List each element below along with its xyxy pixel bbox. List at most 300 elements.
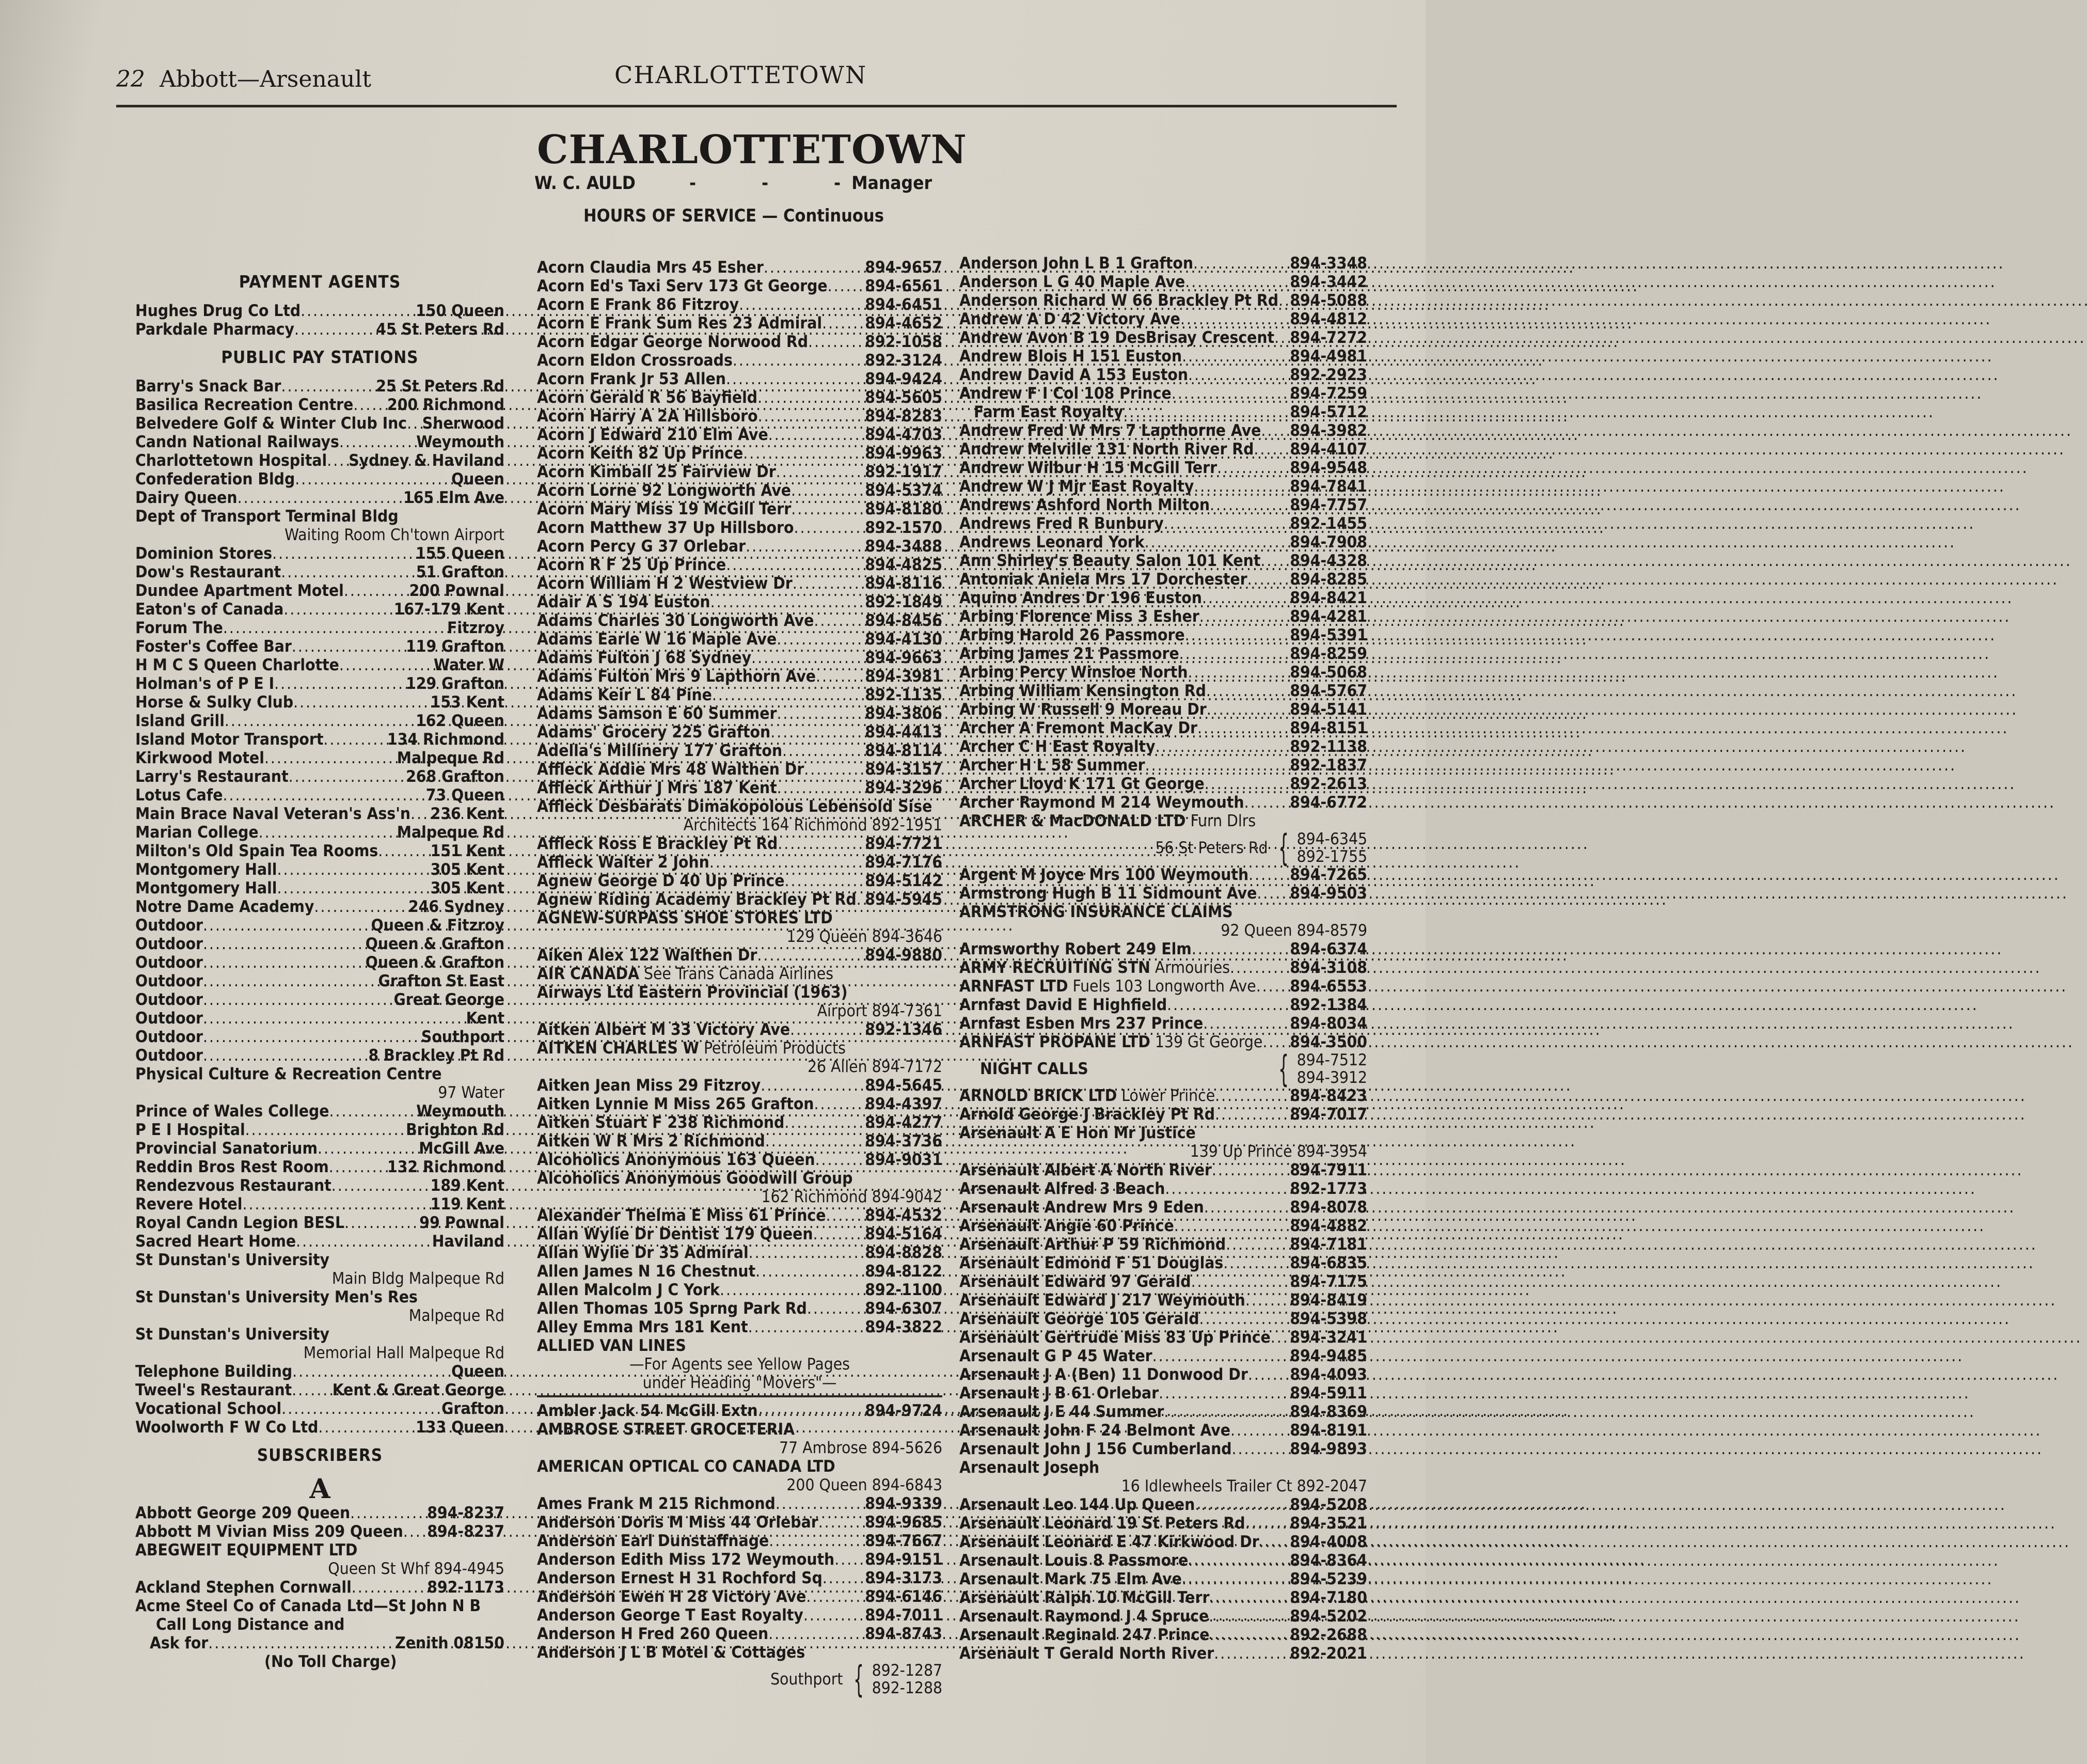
listing-name-text: Ackland Stephen Cornwall	[135, 1578, 352, 1597]
listing-name-text: Parkdale Pharmacy	[135, 320, 295, 339]
listing-line	[537, 1039, 942, 1058]
listing-value: 892-1849	[865, 593, 942, 611]
listing-name	[959, 719, 1197, 737]
listing-name-text: Notre Dame Academy	[135, 897, 314, 916]
listing-name-text: Anderson Doris M Miss 44 Orlebar	[537, 1513, 818, 1532]
listing-value: 246 Sydney	[408, 897, 504, 916]
listing-name-text: Arsenault Louis 8 Passmore	[959, 1551, 1189, 1570]
listing-name	[135, 823, 259, 842]
leader-dots	[225, 712, 416, 730]
leader-dots	[857, 890, 865, 909]
listing-value: 894-8151	[1290, 719, 1367, 737]
listing-name-text: Aitken W R Mrs 2 Richmond	[537, 1132, 765, 1151]
listing-name-text: Outdoor	[135, 1046, 203, 1065]
listing-name	[135, 1522, 403, 1541]
listing-name-text: Acorn J Edward 210 Elm Ave	[537, 426, 768, 444]
listing-name	[959, 682, 1206, 700]
listing-name	[537, 426, 768, 444]
listing-name	[537, 1625, 768, 1643]
listing-name-text: Forum The	[135, 619, 223, 637]
listing-name-text: P E I Hospital	[135, 1121, 245, 1139]
listing-value: 894-3157	[865, 760, 942, 779]
listing-value: 151 Kent	[430, 842, 504, 860]
listing-name	[135, 1381, 292, 1399]
listing-name	[135, 1504, 350, 1522]
listing-value: 8 Brackley Pt Rd	[368, 1046, 504, 1065]
listing-name-text: Aiken Alex 122 Walthen Dr	[537, 946, 757, 965]
leader-dots	[1195, 1495, 1290, 1514]
listing-name	[537, 277, 828, 295]
leader-dots	[1185, 273, 1290, 291]
listing-entry	[135, 563, 504, 581]
leader-dots	[292, 1362, 451, 1381]
listing-value: 236 Kent	[430, 805, 504, 823]
listing-value: Sherwood	[422, 414, 504, 433]
listing-name-text: Arsenault George 105 Gerald	[959, 1310, 1199, 1328]
listing-entry	[537, 481, 942, 500]
listing-entry	[959, 1328, 1367, 1347]
listing-value: 894-3981	[865, 667, 942, 686]
listing-entry	[537, 537, 942, 556]
listing-name	[959, 1570, 1182, 1588]
listing-line: —For Agents see Yellow Pages	[629, 1355, 850, 1374]
listing-value: 894-5391	[1290, 626, 1367, 644]
listing-name-text: Tweel's Restaurant	[135, 1381, 292, 1399]
listing-value: 894-3982	[1290, 421, 1367, 440]
listing-name	[135, 749, 264, 767]
listing-name	[135, 1158, 329, 1176]
listing-name	[959, 1161, 1212, 1179]
phone-pair	[872, 1662, 942, 1697]
listing-entry	[135, 1214, 504, 1232]
listing-entry	[537, 834, 942, 853]
listing-value: 73 Queen	[425, 786, 504, 805]
listing-entry	[135, 1195, 504, 1214]
listing-entry	[959, 682, 1367, 700]
listing-value: Queen & Fitzroy	[371, 916, 504, 935]
leader-dots	[1203, 1014, 1290, 1033]
listing-name	[537, 333, 808, 351]
listing-value: 200 Richmond	[387, 396, 504, 414]
listing-name	[959, 700, 1207, 719]
leader-dots	[777, 630, 865, 649]
listing-name-text: Prince of Wales College	[135, 1102, 329, 1121]
listing-name	[135, 1046, 203, 1065]
listing-entry	[135, 433, 504, 451]
listing-value: 894-8743	[865, 1625, 942, 1643]
listing-value: 894-4812	[1290, 310, 1367, 328]
listing-name	[537, 779, 777, 797]
listing-name	[537, 723, 770, 742]
listing-value: 894-5068	[1290, 663, 1367, 682]
listing-value: 153 Kent	[430, 693, 504, 712]
listing-entry	[537, 333, 942, 351]
listing-name	[537, 1532, 769, 1550]
listing-entry	[537, 1587, 942, 1606]
listing-name	[959, 865, 1248, 884]
leader-dots	[1188, 366, 1290, 384]
listing-line: Memorial Hall Malpeque Rd	[303, 1344, 504, 1362]
listing-entry	[959, 884, 1367, 903]
listing-entry	[959, 1217, 1367, 1235]
listing-name-text: ARNOLD BRICK LTD	[959, 1086, 1117, 1105]
listing-name-text: Arbing Florence Miss 3 Esher	[959, 607, 1199, 626]
listing-name-text: Andrew Wilbur H 15 McGill Terr	[959, 459, 1218, 477]
listing-value: Kent	[466, 1009, 504, 1028]
listing-value: 894-4008	[1290, 1533, 1367, 1551]
leader-dots	[223, 786, 425, 805]
listing-name	[959, 1198, 1204, 1217]
leader-dots	[301, 302, 416, 320]
leader-dots	[331, 1176, 431, 1195]
listing-name	[135, 377, 281, 396]
listing-name-text: Acorn Keith 82 Up Prince	[537, 444, 744, 463]
listing-bold: AIR CANADA	[537, 965, 639, 983]
listing-value: 894-3442	[1290, 273, 1367, 291]
listing-entry	[959, 1014, 1367, 1033]
listing-value: 894-3806	[865, 704, 942, 723]
listing-name	[135, 581, 344, 600]
listing-name	[135, 396, 353, 414]
listing-line: Waiting Room Ch'town Airport	[284, 526, 504, 544]
listing-name-text: Arsenault Andrew Mrs 9 Eden	[959, 1198, 1204, 1217]
listing-value: Great George	[393, 990, 504, 1009]
listing-entry	[959, 756, 1367, 775]
listing-entry	[537, 370, 942, 388]
listing-line: AMBROSE STREET GROCETERIA	[537, 1420, 795, 1439]
listing-value: 894-8285	[1290, 570, 1367, 589]
listing-line: ARMSTRONG INSURANCE CLAIMS	[959, 903, 1233, 921]
listing-name	[959, 421, 1261, 440]
listing-value: 894-5088	[1290, 291, 1367, 310]
listing-name	[959, 793, 1244, 812]
listing-entry	[135, 712, 504, 730]
listing-line: Affleck Desbarats Dimakopolous Lebensold Sise	[537, 797, 932, 816]
listing-name-text: Island Grill	[135, 712, 225, 730]
listing-value: 894-5645	[865, 1076, 942, 1095]
listing-line: Physical Culture & Recreation Centre	[135, 1065, 442, 1083]
listing-entry	[959, 1440, 1367, 1458]
listing-entry	[135, 600, 504, 619]
listing-name	[959, 1179, 1165, 1198]
listing-name-text: Andrew Melville 131 North River Rd	[959, 440, 1254, 459]
listing-entry	[135, 1102, 504, 1121]
listing-name	[135, 1009, 203, 1028]
listing-name	[537, 890, 857, 909]
listing-value: 894-7181	[1290, 1235, 1367, 1254]
listing-name-text: Arsenault Arthur P 59 Richmond	[959, 1235, 1226, 1254]
listing-entry	[959, 865, 1367, 884]
listing-name	[135, 1195, 243, 1214]
leader-dots	[274, 674, 406, 693]
listing-entry	[135, 1176, 504, 1195]
listing-entry	[135, 860, 504, 879]
night-calls-numbers	[959, 1048, 1367, 1090]
listing-entry	[959, 1105, 1367, 1124]
listing-name-text: Dairy Queen	[135, 489, 238, 507]
hours-value: Continuous	[783, 206, 884, 226]
leader-dots	[726, 556, 865, 574]
listing-entry	[959, 273, 1367, 291]
listing-value: Zenith 08150	[395, 1634, 504, 1652]
listing-name	[959, 1365, 1248, 1384]
listing-name-text: Anderson Richard W 66 Brackley Pt Rd	[959, 291, 1279, 310]
listing-entry	[135, 1504, 504, 1522]
listing-name-text: Arsenault Alfred 3 Beach	[959, 1179, 1165, 1198]
listing-entry	[135, 656, 504, 674]
subscriber-list	[959, 1161, 1367, 1458]
listing-name	[537, 593, 710, 611]
listing-entry	[135, 1121, 504, 1139]
listing-value: 894-4532	[865, 1206, 942, 1225]
leader-dots	[1182, 347, 1290, 366]
listing-line: ALLIED VAN LINES	[537, 1336, 686, 1355]
listing-name-text: Andrews Leonard York	[959, 533, 1145, 552]
listing-name	[537, 630, 777, 649]
listing-name-text: Arsenault T Gerald North River	[959, 1644, 1214, 1663]
listing-name	[959, 626, 1185, 644]
listing-name-text: Eaton's of Canada	[135, 600, 284, 619]
listing-value: 894-4703	[865, 426, 942, 444]
listing-entry	[135, 320, 504, 339]
listing-name-text: Charlottetown Hospital	[135, 451, 327, 470]
listing-name	[537, 1550, 834, 1569]
leader-dots	[1206, 682, 1290, 700]
listing-entry	[959, 1161, 1367, 1179]
leader-dots	[1204, 1198, 1290, 1217]
leader-dots	[203, 1009, 466, 1028]
leader-dots	[748, 1318, 865, 1336]
listing-name	[959, 589, 1202, 607]
section-title: CHARLOTTETOWN	[537, 127, 967, 172]
listing-name-text: Farm East Royalty	[974, 403, 1124, 421]
listing-entry	[537, 890, 942, 909]
listing-name-text: Acorn Claudia Mrs 45 Esher	[537, 258, 764, 277]
listing-entry	[959, 793, 1367, 812]
listing-value: 894-7721	[865, 834, 942, 853]
listing-name-text: Antoniak Aniela Mrs 17 Dorchester	[959, 570, 1247, 589]
leader-dots	[813, 1225, 865, 1243]
listing-entry	[135, 1046, 504, 1065]
leader-dots	[804, 760, 865, 779]
listing-name	[537, 611, 814, 630]
listing-value: 894-8828	[865, 1243, 942, 1262]
listing-name	[959, 1551, 1188, 1570]
listing-entry	[537, 1532, 942, 1550]
listing-value: 894-9963	[865, 444, 942, 463]
listing-value: Haviland	[432, 1232, 504, 1251]
listing-line: St Dunstan's University Men's Res	[135, 1288, 418, 1306]
listing-value: 894-4093	[1290, 1365, 1367, 1384]
listing-entry	[135, 637, 504, 656]
leader-dots	[203, 1028, 421, 1046]
listing-name	[135, 860, 277, 879]
listing-name	[537, 1076, 761, 1095]
hours-label: HOURS OF SERVICE	[583, 206, 757, 226]
listing-entry	[959, 1272, 1367, 1291]
listing-line: AMERICAN OPTICAL CO CANADA LTD	[537, 1457, 835, 1476]
listing-name-text: Acorn Frank Jr 53 Allen	[537, 370, 726, 388]
listing-line: 162 Richmond 894-9042	[761, 1188, 942, 1206]
listing-value: 894-4397	[865, 1095, 942, 1113]
listing-value: 894-8078	[1290, 1198, 1367, 1217]
listing-name-text: Adair A S 194 Euston	[537, 593, 710, 611]
listing-name-text: Marian College	[135, 823, 259, 842]
phone-number: 894-6345	[1297, 830, 1367, 848]
leader-dots	[761, 1076, 865, 1095]
listing-name-text: Archer A Fremont MacKay Dr	[959, 719, 1197, 737]
listing-value: 894-8114	[865, 742, 942, 760]
listing-value: 894-8122	[865, 1262, 942, 1281]
leader-dots	[245, 1121, 406, 1139]
leader-dots	[1172, 384, 1290, 403]
listing-value: 892-1455	[1290, 514, 1367, 533]
listing-note: 139 Gt George	[1150, 1033, 1263, 1051]
listing-value: 894-9503	[1290, 884, 1367, 903]
listing-name-text: Belvedere Golf & Winter Club Inc	[135, 414, 407, 433]
leader-dots	[1274, 328, 1290, 347]
listing-name-text: Acorn Lorne 92 Longworth Ave	[537, 481, 792, 500]
listing-entry	[135, 619, 504, 637]
leader-dots	[1278, 291, 1290, 310]
listing-name-text: Adams Fulton Mrs 9 Lapthorn Ave	[537, 667, 816, 686]
leader-dots	[1230, 1421, 1290, 1440]
leader-dots	[339, 656, 434, 674]
listing-name	[959, 459, 1217, 477]
subscriber-list	[959, 254, 1367, 403]
listing-value: Fitzroy	[447, 619, 504, 637]
listing-value: 894-4413	[865, 723, 942, 742]
leader-dots	[323, 730, 387, 749]
listing-entry	[959, 328, 1367, 347]
listing-entry	[537, 277, 942, 295]
listing-value: Brighton Rd	[406, 1121, 504, 1139]
listing-name-text: Andrew David A 153 Euston	[959, 366, 1189, 384]
listing-entry	[537, 1243, 942, 1262]
listing-line	[959, 812, 1367, 830]
listing-name	[537, 872, 784, 890]
listing-name	[959, 1607, 1209, 1626]
listing-name	[537, 760, 804, 779]
listing-name	[537, 314, 822, 333]
listing-value: Malpeque Rd	[397, 823, 504, 842]
listing-entry	[537, 258, 942, 277]
listing-name-text: Acorn William H 2 Westview Dr	[537, 574, 793, 593]
listing-value: 892-1773	[1290, 1179, 1367, 1198]
listing-entry	[135, 451, 504, 470]
listing-value: 894-5605	[865, 388, 942, 407]
listing-value: 894-8364	[1290, 1551, 1367, 1570]
listing-name	[959, 1626, 1209, 1644]
listing-entry	[537, 574, 942, 593]
listing-value: Queen & Grafton	[365, 935, 504, 953]
leader-dots	[1245, 1514, 1290, 1533]
brace-glyph: {	[1278, 827, 1289, 869]
listing-name	[135, 1028, 203, 1046]
listing-entry	[959, 291, 1367, 310]
subscriber-list	[537, 258, 942, 797]
listing-name	[959, 1533, 1259, 1551]
leader-dots	[293, 693, 430, 712]
leader-dots	[292, 1381, 333, 1399]
listing-name	[959, 644, 1179, 663]
listing-line: Arsenault A E Hon Mr Justice	[959, 1124, 1196, 1142]
listing-value: 305 Kent	[430, 860, 504, 879]
subscriber-list	[959, 865, 1367, 903]
listing-name-text: Anderson Edith Miss 172 Weymouth	[537, 1550, 835, 1569]
leader-dots	[782, 742, 865, 760]
listing-name	[959, 570, 1247, 589]
listing-entry	[135, 544, 504, 563]
subscriber-list	[135, 1504, 504, 1541]
listing-entry	[135, 935, 504, 953]
listing-value: 894-5712	[1290, 403, 1367, 421]
leader-dots	[777, 704, 865, 723]
listing-name	[959, 1403, 1164, 1421]
subscriber-entry	[135, 1578, 504, 1597]
leader-dots	[1209, 1626, 1290, 1644]
listing-entry	[537, 630, 942, 649]
listing-line: under Heading "Movers"—	[642, 1374, 837, 1392]
listing-name	[537, 1513, 818, 1532]
listing-entry	[959, 663, 1367, 682]
listing-name	[959, 1105, 1215, 1124]
listing-name	[537, 1318, 748, 1336]
listing-entry	[959, 1495, 1367, 1514]
listing-entry	[135, 1578, 504, 1597]
listing-name-text: Andrew F I Col 108 Prince	[959, 384, 1172, 403]
listing-line: Acme Steel Co of Canada Ltd—St John N B	[135, 1597, 481, 1615]
leader-dots	[1156, 737, 1290, 756]
listing-name-text: Outdoor	[135, 1009, 203, 1028]
leader-dots	[1214, 1644, 1290, 1663]
listing-value: 894-3173	[865, 1569, 942, 1587]
listing-name-text: Acorn Edgar George Norwood Rd	[537, 333, 808, 351]
leader-dots	[1244, 793, 1290, 812]
listing-name	[135, 1418, 318, 1437]
listing-value: 150 Queen	[416, 302, 504, 320]
leader-dots	[352, 1578, 427, 1597]
listing-name	[135, 990, 203, 1009]
listing-value: 894-9151	[865, 1550, 942, 1569]
listing-name-text: Vocational School	[135, 1399, 282, 1418]
listing-name-text: Arsenault Mark 75 Elm Ave	[959, 1570, 1182, 1588]
subscriber-entry	[959, 958, 1367, 977]
listing-name-text: Arsenault Gertrude Miss 83 Up Prince	[959, 1328, 1271, 1347]
leader-dots	[770, 723, 865, 742]
listing-name	[135, 470, 295, 489]
leader-dots	[283, 600, 393, 619]
listing-value: Malpeque Rd	[397, 749, 504, 767]
listing-bold: AITKEN CHARLES W	[537, 1039, 699, 1058]
hours-of-service: HOURS OF SERVICE — Continuous	[583, 206, 884, 226]
listing-name	[959, 291, 1278, 310]
listing-name-text: Andrew Avon B 19 DesBrisay Crescent	[959, 328, 1275, 347]
listing-name	[537, 407, 758, 426]
listing-name-text: Milton's Old Spain Tea Rooms	[135, 842, 378, 860]
listing-name-text: Acorn Harry A 2A Hillsboro	[537, 407, 758, 426]
listing-entry	[537, 779, 942, 797]
archer-numbers	[959, 827, 1367, 869]
listing-entry	[537, 1625, 942, 1643]
listing-value: 892-1346	[865, 1020, 942, 1039]
subscriber-entry	[959, 1033, 1367, 1051]
leader-dots	[768, 426, 865, 444]
listing-value: 268 Grafton	[406, 767, 504, 786]
listing-entry	[959, 1588, 1367, 1607]
listing-name	[959, 552, 1260, 570]
listing-value: 894-5374	[865, 481, 942, 500]
